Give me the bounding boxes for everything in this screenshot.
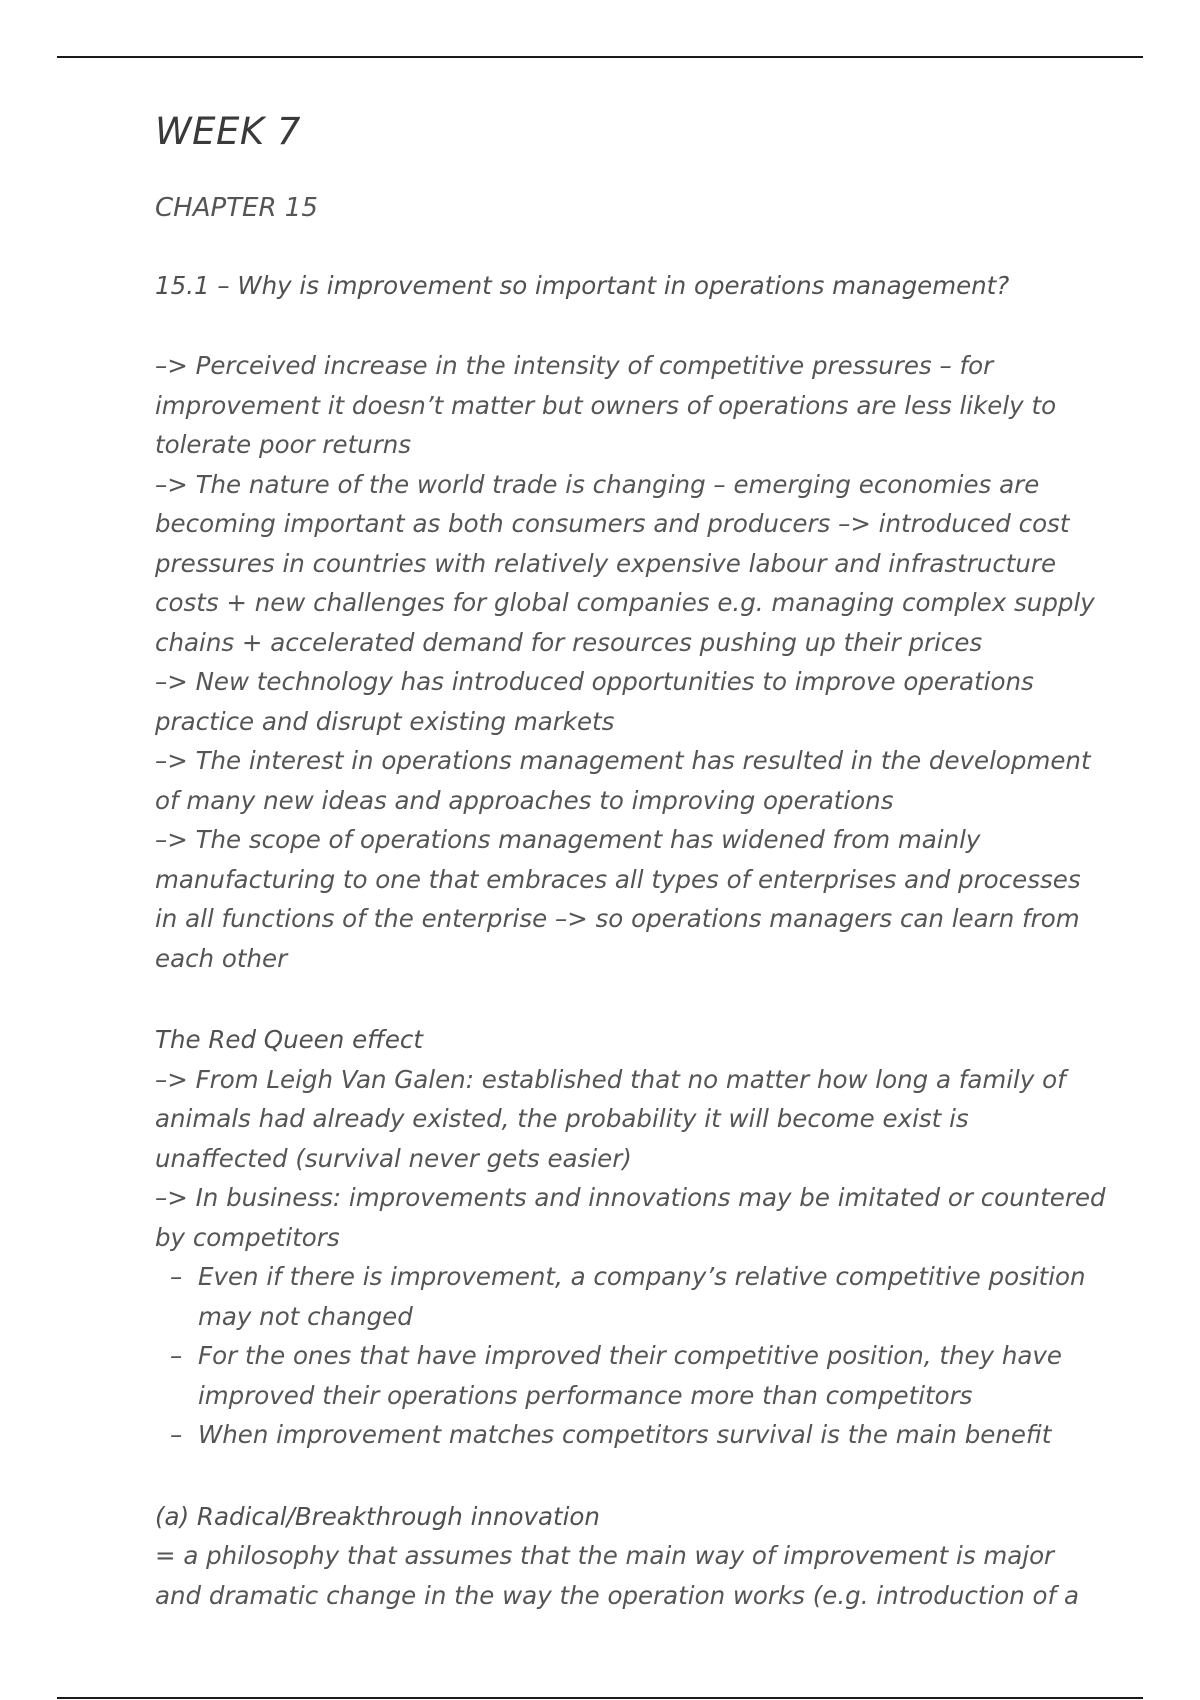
page-title: WEEK 7	[155, 110, 301, 153]
text-line: improved their operations performance more than competitors	[198, 1380, 973, 1410]
red-queen-section	[155, 1020, 1106, 1455]
text-line: by competitors	[155, 1222, 340, 1252]
text-line: tolerate poor returns	[155, 430, 412, 459]
text-line: chains + accelerated demand for resources pushing up their prices	[155, 627, 983, 657]
section-question: 15.1 – Why is improvement so important in operations management?	[155, 271, 1010, 300]
text-line: –> New technology has introduced opportunities to improve operations	[155, 667, 1034, 696]
text-line: improvement it doesn’t matter but owners of operations are less likely to	[155, 390, 1057, 420]
text-line: animals had already existed, the probability it will become exist is	[155, 1104, 969, 1133]
list-item	[155, 1415, 1055, 1455]
text-line: practice and disrupt existing markets	[155, 706, 615, 736]
text-line: Even if there is improvement, a company’s relative competitive position	[198, 1262, 1086, 1291]
top-rule	[57, 56, 1143, 58]
chapter-heading: CHAPTER 15	[155, 193, 318, 223]
bullet-list	[155, 1257, 1086, 1455]
text-line: –> Perceived increase in the intensity of competitive pressures – for	[155, 351, 994, 380]
bullet-marker: –	[170, 1262, 183, 1291]
text-line: pressures in countries with relatively expensive labour and infrastructure	[155, 548, 1057, 578]
text-line: –> The nature of the world trade is changing – emerging economies are	[155, 469, 1040, 499]
text-line: = a philosophy that assumes that the main way of improvement is major	[155, 1541, 1055, 1570]
text-line: When improvement matches competitors survival is the main benefit	[198, 1420, 1052, 1449]
text-line: –> The interest in operations management has resulted in the development	[155, 746, 1091, 775]
text-line: of many new ideas and approaches to improving operations	[155, 785, 894, 815]
text-line: becoming important as both consumers and producers –> introduced cost	[155, 509, 1070, 538]
bullet-marker: –	[170, 1341, 183, 1370]
bottom-rule	[57, 1697, 1143, 1699]
reasons-block	[155, 346, 1095, 978]
text-line: in all functions of the enterprise –> so operations managers can learn from	[155, 904, 1080, 933]
text-line: manufacturing to one that embraces all types of enterprises and processes	[155, 864, 1081, 894]
text-line: –> The scope of operations management has widened from mainly	[155, 825, 981, 854]
bullet-marker: –	[170, 1420, 183, 1449]
text-line: costs + new challenges for global companies e.g. managing complex supply	[155, 588, 1095, 617]
text-line: unaffected (survival never gets easier)	[155, 1143, 632, 1173]
text-line: –> From Leigh Van Galen: established that no matter how long a family of	[155, 1064, 1066, 1094]
text-line: For the ones that have improved their competitive position, they have	[198, 1341, 1062, 1370]
text-line: each other	[155, 943, 288, 973]
document-body	[155, 104, 1106, 1615]
list-item	[155, 1257, 1086, 1336]
text-line: and dramatic change in the way the operation works (e.g. introduction of a	[155, 1580, 1079, 1610]
radical-innovation-section	[155, 1497, 1079, 1616]
list-item	[155, 1336, 1062, 1415]
text-line: –> In business: improvements and innovations may be imitated or countered	[155, 1183, 1106, 1212]
red-queen-heading: The Red Queen effect	[155, 1025, 423, 1054]
radical-innovation-heading: (a) Radical/Breakthrough innovation	[155, 1501, 600, 1531]
text-line: may not changed	[198, 1301, 413, 1331]
